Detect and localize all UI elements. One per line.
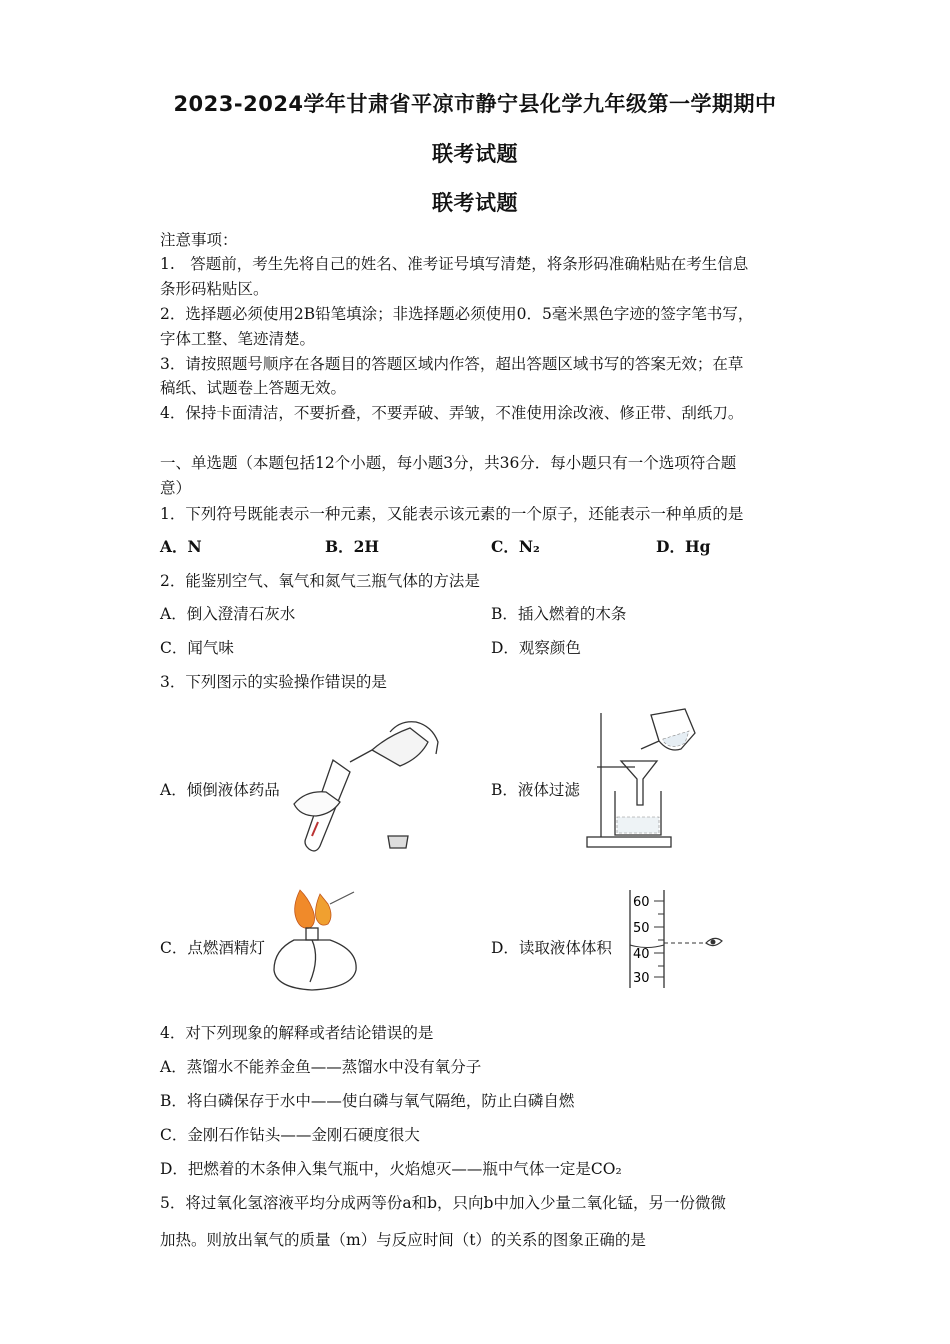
q2-option-b: B．插入燃着的木条 <box>491 605 627 623</box>
tick-label: 40 <box>633 947 650 962</box>
q3-option-c: C．点燃酒精灯 <box>160 939 265 957</box>
tick-label: 30 <box>633 971 650 986</box>
q2-option-c: C．闻气味 <box>160 639 234 657</box>
question-4-stem: 4．对下列现象的解释或者结论错误的是 <box>160 1024 434 1042</box>
alcohol-lamp-diagram <box>272 888 362 996</box>
q3-option-b: B．液体过滤 <box>491 781 580 799</box>
graduated-cylinder-diagram <box>620 888 730 992</box>
q1-option-b: B．2H <box>325 537 380 556</box>
exam-title-line2: 联考试题 <box>432 142 518 166</box>
filtration-diagram <box>585 705 705 855</box>
notice-line: 4．保持卡面清洁，不要折叠，不要弄破、弄皱，不准使用涂改液、修正带、刮纸刀。 <box>160 404 744 422</box>
q2-option-d: D．观察颜色 <box>491 639 581 657</box>
eye-icon <box>706 938 722 945</box>
question-5-stem-cont: 加热。则放出氧气的质量（m）与反应时间（t）的关系的图象正确的是 <box>160 1231 646 1249</box>
pouring-liquid-diagram <box>288 718 448 853</box>
exam-title-line1: 2023-2024学年甘肃省平凉市静宁县化学九年级第一学期期中 <box>173 92 777 116</box>
notice-line: 稿纸、试题卷上答题无效。 <box>160 379 347 397</box>
tick-label: 50 <box>633 921 650 936</box>
notice-heading: 注意事项： <box>160 231 238 249</box>
tick-label: 60 <box>633 895 650 910</box>
notice-line: 条形码粘贴区。 <box>160 280 269 298</box>
q1-option-c: C．N₂ <box>491 537 540 556</box>
notice-line: 3．请按照题号顺序在各题目的答题区域内作答，超出答题区域书写的答案无效；在草 <box>160 355 744 373</box>
q3-option-d: D．读取液体体积 <box>491 939 612 957</box>
q4-option-a: A．蒸馏水不能养金鱼——蒸馏水中没有氧分子 <box>160 1058 482 1076</box>
q1-option-a: A．N <box>160 537 202 556</box>
question-2-stem: 2．能鉴别空气、氧气和氮气三瓶气体的方法是 <box>160 572 480 590</box>
notice-line: 2．选择题必须使用2B铅笔填涂；非选择题必须使用0．5毫米黑色字迹的签字笔书写， <box>160 305 754 323</box>
section-heading: 一、单选题（本题包括12个小题，每小题3分，共36分．每小题只有一个选项符合题 <box>160 454 737 472</box>
q1-option-d: D．Hg <box>656 537 711 556</box>
question-3-stem: 3．下列图示的实验操作错误的是 <box>160 673 387 691</box>
q2-option-a: A．倒入澄清石灰水 <box>160 605 296 623</box>
q4-option-b: B．将白磷保存于水中——使白磷与氧气隔绝，防止白磷自燃 <box>160 1092 575 1110</box>
q4-option-c: C．金刚石作钻头——金刚石硬度很大 <box>160 1126 420 1144</box>
notice-line: 1. 答题前，考生先将自己的姓名、准考证号填写清楚，将条形码准确粘贴在考生信息 <box>160 255 749 273</box>
q3-option-a: A．倾倒液体药品 <box>160 781 280 799</box>
question-1-stem: 1．下列符号既能表示一种元素，又能表示该元素的一个原子，还能表示一种单质的是 <box>160 505 744 523</box>
section-heading-cont: 意） <box>160 479 192 497</box>
q4-option-d: D．把燃着的木条伸入集气瓶中，火焰熄灭——瓶中气体一定是CO₂ <box>160 1160 622 1178</box>
question-5-stem: 5．将过氧化氢溶液平均分成两等份a和b，只向b中加入少量二氧化锰，另一份微微 <box>160 1194 726 1212</box>
notice-line: 字体工整、笔迹清楚。 <box>160 330 316 348</box>
exam-title-line3: 联考试题 <box>432 191 518 215</box>
